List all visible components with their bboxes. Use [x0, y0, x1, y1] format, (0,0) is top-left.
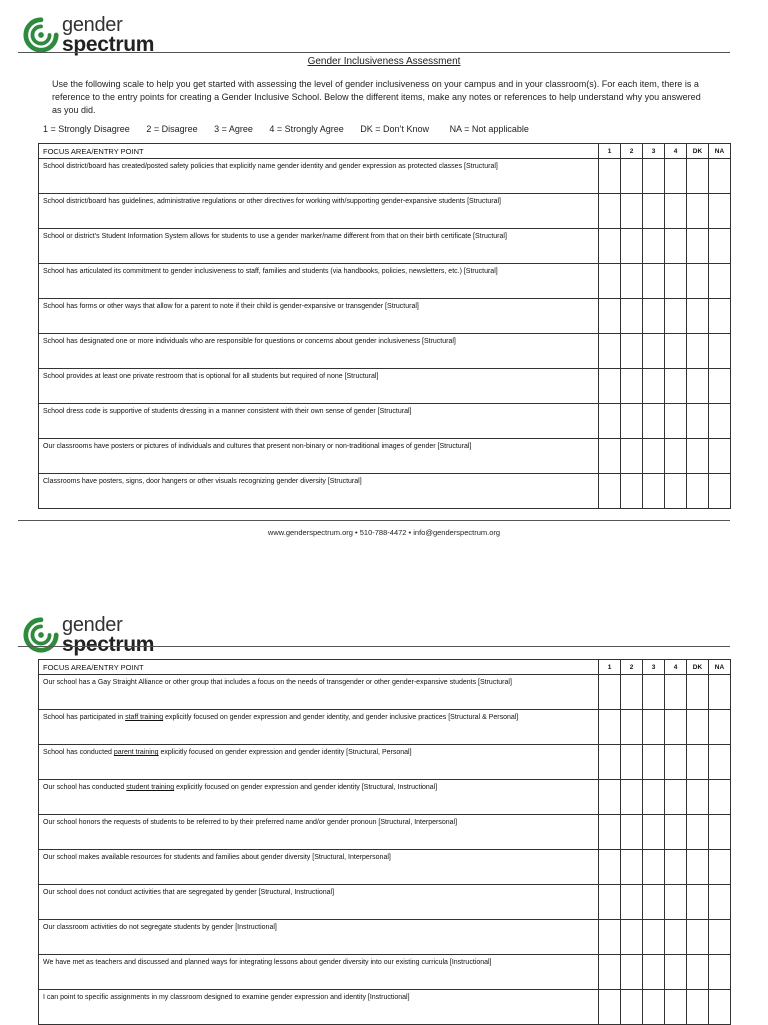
rating-cell[interactable] [599, 369, 621, 404]
table-row [39, 745, 731, 780]
rating-cell[interactable] [599, 159, 621, 194]
rating-cell[interactable] [687, 745, 709, 780]
rating-cell[interactable] [621, 474, 643, 509]
rating-cell[interactable] [687, 334, 709, 369]
rating-cell[interactable] [643, 920, 665, 955]
rating-cell[interactable] [665, 780, 687, 815]
assessment-page-2 [0, 600, 768, 1024]
focus-area-header: FOCUS AREA/ENTRY POINT [39, 144, 599, 159]
col-header: NA [709, 660, 731, 675]
rating-cell[interactable] [709, 299, 731, 334]
rating-cell[interactable] [665, 920, 687, 955]
item-text: explicitly focused on gender expression and gender identity [Structural, Instructional] [174, 784, 438, 791]
col-header: DK [687, 660, 709, 675]
col-header: 1 [599, 144, 621, 159]
rating-cell[interactable] [621, 745, 643, 780]
col-header: 1 [599, 660, 621, 675]
rating-cell[interactable] [665, 334, 687, 369]
rating-cell[interactable] [687, 780, 709, 815]
rating-cell[interactable] [621, 159, 643, 194]
focus-item-text: School has designated one or more individuals who are responsible for questions or concerns about gender inclusiveness [Structural] [39, 334, 599, 369]
rating-cell[interactable] [599, 229, 621, 264]
rating-cell[interactable] [665, 159, 687, 194]
rating-cell[interactable] [599, 850, 621, 885]
page-footer: www.genderspectrum.org • 510-788-4472 • info@genderspectrum.org [267, 528, 501, 537]
rating-cell[interactable] [621, 675, 643, 710]
scale-item: 3 = Agree [214, 124, 253, 134]
rating-cell[interactable] [621, 710, 643, 745]
table-row [39, 920, 731, 955]
rating-cell[interactable] [687, 675, 709, 710]
rating-cell[interactable] [643, 955, 665, 990]
focus-item-text [39, 815, 599, 850]
rating-cell[interactable] [687, 850, 709, 885]
rating-cell[interactable] [643, 710, 665, 745]
header-divider [18, 646, 730, 647]
rating-cell[interactable] [643, 885, 665, 920]
rating-cell[interactable] [599, 675, 621, 710]
rating-cell[interactable] [665, 850, 687, 885]
rating-cell[interactable] [709, 264, 731, 299]
table-row [39, 194, 731, 229]
rating-cell[interactable] [621, 229, 643, 264]
focus-item-text [39, 850, 599, 885]
rating-cell[interactable] [599, 745, 621, 780]
rating-cell[interactable] [687, 369, 709, 404]
assessment-table-2 [38, 659, 731, 1025]
focus-item-text: School dress code is supportive of students dressing in a manner consistent with their own sense of gender [Structural] [39, 404, 599, 439]
col-header: 4 [665, 660, 687, 675]
rating-cell[interactable] [665, 885, 687, 920]
rating-cell[interactable] [599, 264, 621, 299]
focus-item-text: School has articulated its commitment to gender inclusiveness to staff, families and students (via handbooks, policies, newsletters, etc.) [Structural] [39, 264, 599, 299]
footer-divider [18, 520, 730, 521]
item-text: School has participated in [43, 714, 126, 721]
rating-cell[interactable] [687, 920, 709, 955]
focus-item-text [39, 675, 599, 710]
rating-cell[interactable] [599, 815, 621, 850]
table-row [39, 299, 731, 334]
rating-cell[interactable] [599, 885, 621, 920]
col-header: 2 [621, 144, 643, 159]
rating-cell[interactable] [709, 474, 731, 509]
rating-cell[interactable] [665, 404, 687, 439]
rating-cell[interactable] [599, 955, 621, 990]
rating-cell[interactable] [643, 675, 665, 710]
focus-item-text: School district/board has created/posted safety policies that explicitly name gender identity and gender expression as protected classes [Structural] [39, 159, 599, 194]
table-row [39, 159, 731, 194]
rating-cell[interactable] [621, 850, 643, 885]
table-row [39, 710, 731, 745]
table-row [39, 780, 731, 815]
item-emphasis: staff training [125, 714, 164, 721]
table-row [39, 675, 731, 710]
item-text: Our classroom activities do not segregate students by gender [Instructional] [43, 924, 277, 931]
rating-cell[interactable] [643, 264, 665, 299]
table-row [39, 369, 731, 404]
logo-word-gender: gender [62, 14, 123, 36]
rating-cell[interactable] [665, 990, 687, 1025]
table-row [39, 474, 731, 509]
rating-cell[interactable] [665, 675, 687, 710]
rating-cell[interactable] [621, 439, 643, 474]
col-header: DK [687, 144, 709, 159]
focus-item-text: Our classrooms have posters or pictures of individuals and cultures that present non-binary or non-traditional images of gender [Structural] [39, 439, 599, 474]
rating-cell[interactable] [709, 815, 731, 850]
rating-cell[interactable] [687, 299, 709, 334]
col-header: NA [709, 144, 731, 159]
rating-cell[interactable] [687, 710, 709, 745]
rating-cell[interactable] [665, 194, 687, 229]
rating-cell[interactable] [665, 955, 687, 990]
table-header-row [39, 144, 731, 159]
item-text: Our school makes available resources for students and families about gender diversity [Structural, Interpersonal] [43, 854, 391, 861]
focus-item-text [39, 710, 599, 745]
rating-cell[interactable] [709, 780, 731, 815]
item-emphasis: student training [126, 784, 175, 791]
rating-cell[interactable] [621, 299, 643, 334]
item-text: I can point to specific assignments in my classroom designed to examine gender expression and identity [Instructional] [43, 994, 410, 1001]
table-row [39, 229, 731, 264]
rating-cell[interactable] [687, 955, 709, 990]
rating-cell[interactable] [687, 194, 709, 229]
rating-cell[interactable] [643, 404, 665, 439]
scale-item: 1 = Strongly Disagree [43, 124, 130, 134]
col-header: 4 [665, 144, 687, 159]
rating-cell[interactable] [665, 815, 687, 850]
spiral-logo-icon [22, 616, 60, 654]
rating-cell[interactable] [687, 885, 709, 920]
rating-cell[interactable] [687, 159, 709, 194]
logo-word-spectrum: spectrum [62, 633, 155, 656]
focus-item-text: School provides at least one private restroom that is optional for all students but required of none [Structural] [39, 369, 599, 404]
rating-cell[interactable] [643, 439, 665, 474]
table-row [39, 404, 731, 439]
scale-item: 2 = Disagree [146, 124, 198, 134]
rating-cell[interactable] [599, 920, 621, 955]
item-text: explicitly focused on gender expression and gender identity, and gender inclusive practices [Structural & Personal] [163, 714, 519, 721]
rating-cell[interactable] [621, 334, 643, 369]
focus-item-text [39, 745, 599, 780]
rating-cell[interactable] [709, 920, 731, 955]
rating-cell[interactable] [643, 745, 665, 780]
rating-cell[interactable] [709, 194, 731, 229]
focus-item-text [39, 990, 599, 1025]
rating-cell[interactable] [687, 404, 709, 439]
gender-spectrum-logo [22, 614, 222, 658]
rating-cell[interactable] [709, 745, 731, 780]
item-text: Our school has conducted [43, 784, 127, 791]
col-header: 3 [643, 144, 665, 159]
rating-cell[interactable] [709, 369, 731, 404]
logo-word-spectrum: spectrum [62, 33, 155, 56]
rating-cell[interactable] [599, 334, 621, 369]
item-text: Our school honors the requests of students to be referred to by their preferred name and/or gender pronoun [Structural, Interpersonal] [43, 819, 458, 826]
rating-cell[interactable] [621, 885, 643, 920]
focus-item-text: School has forms or other ways that allow for a parent to note if their child is gender-expansive or transgender [Structural] [39, 299, 599, 334]
rating-cell[interactable] [643, 159, 665, 194]
rating-cell[interactable] [643, 299, 665, 334]
rating-cell[interactable] [643, 780, 665, 815]
rating-cell[interactable] [643, 334, 665, 369]
rating-cell[interactable] [709, 955, 731, 990]
rating-scale-legend [43, 124, 743, 134]
rating-cell[interactable] [621, 780, 643, 815]
focus-item-text [39, 885, 599, 920]
rating-cell[interactable] [709, 850, 731, 885]
rating-cell[interactable] [709, 229, 731, 264]
logo-word-gender: gender [62, 614, 123, 636]
rating-cell[interactable] [687, 439, 709, 474]
rating-cell[interactable] [665, 745, 687, 780]
rating-cell[interactable] [709, 675, 731, 710]
col-header: 2 [621, 660, 643, 675]
table-row [39, 850, 731, 885]
rating-cell[interactable] [599, 474, 621, 509]
rating-cell[interactable] [621, 815, 643, 850]
rating-cell[interactable] [621, 369, 643, 404]
rating-cell[interactable] [665, 369, 687, 404]
rating-cell[interactable] [687, 264, 709, 299]
scale-item: NA = Not applicable [449, 124, 529, 134]
rating-cell[interactable] [687, 815, 709, 850]
item-text: Our school has a Gay Straight Alliance or other group that includes a focus on the needs of transgender or other gender-expansive students [Structural] [43, 679, 512, 686]
focus-area-header: FOCUS AREA/ENTRY POINT [39, 660, 599, 675]
rating-cell[interactable] [599, 439, 621, 474]
rating-cell[interactable] [665, 264, 687, 299]
table-row [39, 955, 731, 990]
focus-item-text [39, 955, 599, 990]
rating-cell[interactable] [599, 194, 621, 229]
item-text: We have met as teachers and discussed and planned ways for integrating lessons about gender diversity into our existing curricula [Instructional] [43, 959, 492, 966]
rating-cell[interactable] [599, 404, 621, 439]
rating-cell[interactable] [599, 299, 621, 334]
spiral-logo-icon [22, 16, 60, 54]
rating-cell[interactable] [709, 885, 731, 920]
item-emphasis: parent training [113, 749, 159, 756]
page-title: Gender Inclusiveness Assessment [307, 56, 461, 67]
table-row [39, 334, 731, 369]
focus-item-text [39, 780, 599, 815]
table-header-row [39, 660, 731, 675]
rating-cell[interactable] [643, 815, 665, 850]
intro-paragraph: Use the following scale to help you get started with assessing the level of gender inclusiveness on your campus and in your classroom(s). For each item, there is a reference to the entry points for creating a Gender Inclusive School. Below the different items, make any notes or references to help understand why you answered as you did. [52, 79, 701, 115]
rating-cell[interactable] [643, 474, 665, 509]
rating-cell[interactable] [665, 474, 687, 509]
rating-cell[interactable] [643, 369, 665, 404]
rating-cell[interactable] [643, 990, 665, 1025]
table-row [39, 815, 731, 850]
rating-cell[interactable] [643, 194, 665, 229]
rating-cell[interactable] [709, 334, 731, 369]
focus-item-text [39, 920, 599, 955]
rating-cell[interactable] [687, 474, 709, 509]
scale-item: DK = Don’t Know [360, 124, 430, 134]
col-header: 3 [643, 660, 665, 675]
rating-cell[interactable] [665, 229, 687, 264]
rating-cell[interactable] [599, 780, 621, 815]
rating-cell[interactable] [687, 990, 709, 1025]
scale-item: 4 = Strongly Agree [269, 124, 344, 134]
item-text: School has conducted [43, 749, 114, 756]
rating-cell[interactable] [709, 710, 731, 745]
focus-item-text: School district/board has guidelines, administrative regulations or other directives for working with/supporting gender-expansive students [Structural] [39, 194, 599, 229]
rating-cell[interactable] [709, 990, 731, 1025]
item-text: explicitly focused on gender expression and gender identity [Structural, Personal] [158, 749, 412, 756]
table-row [39, 439, 731, 474]
rating-cell[interactable] [643, 850, 665, 885]
rating-cell[interactable] [709, 404, 731, 439]
rating-cell[interactable] [643, 229, 665, 264]
table-row [39, 264, 731, 299]
header-divider [18, 52, 730, 53]
table-row [39, 885, 731, 920]
rating-cell[interactable] [709, 439, 731, 474]
rating-cell[interactable] [621, 404, 643, 439]
rating-cell[interactable] [599, 990, 621, 1025]
rating-cell[interactable] [621, 194, 643, 229]
rating-cell[interactable] [665, 710, 687, 745]
rating-cell[interactable] [687, 229, 709, 264]
rating-cell[interactable] [621, 990, 643, 1025]
rating-cell[interactable] [599, 710, 621, 745]
table-row [39, 990, 731, 1025]
rating-cell[interactable] [621, 955, 643, 990]
rating-cell[interactable] [709, 159, 731, 194]
rating-cell[interactable] [621, 920, 643, 955]
assessment-table-1 [38, 143, 731, 509]
rating-cell[interactable] [665, 299, 687, 334]
focus-item-text: Classrooms have posters, signs, door hangers or other visuals recognizing gender diversity [Structural] [39, 474, 599, 509]
rating-cell[interactable] [621, 264, 643, 299]
rating-cell[interactable] [665, 439, 687, 474]
item-text: Our school does not conduct activities that are segregated by gender [Structural, Instructional] [43, 889, 335, 896]
focus-item-text: School or district’s Student Information System allows for students to use a gender marker/name different from that on their birth certificate [Structural] [39, 229, 599, 264]
